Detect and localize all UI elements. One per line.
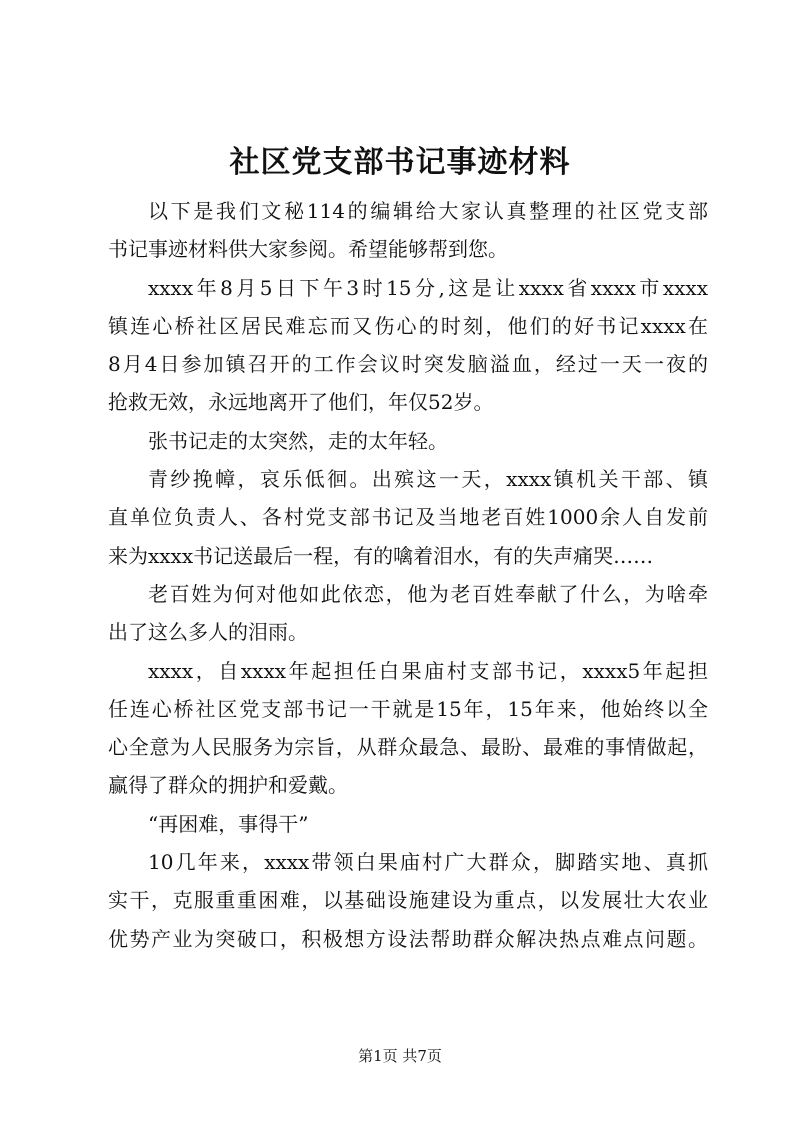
text-line: 抢救无效，永远地离开了他们，年仅52岁。 — [108, 390, 494, 415]
text-line: 心全意为人民服务为宗旨，从群众最急、最盼、最难的事情做起， — [108, 735, 708, 760]
paragraph — [108, 843, 708, 958]
document-title: 社区党支部书记事迹材料 — [229, 145, 571, 180]
page-footer: 第1页 共7页 — [358, 1047, 442, 1065]
text-line: 以下是我们文秘114的编辑给大家认真整理的社区党支部 — [148, 199, 708, 223]
text-line: 张书记走的太突然，走的太年轻。 — [148, 428, 448, 453]
text-line: 出了这么多人的泪雨。 — [108, 620, 308, 645]
text-line: “再困难，事得干” — [148, 811, 309, 836]
text-line: 来为xxxx书记送最后一程，有的噙着泪水，有的失声痛哭…… — [108, 543, 654, 568]
text-line: 老百姓为何对他如此依恋，他为老百姓奉献了什么，为啥牵 — [148, 581, 708, 606]
text-line: 8月4日参加镇召开的工作会议时突发脑溢血，经过一天一夜的 — [108, 352, 708, 377]
paragraph — [108, 192, 708, 269]
text-line: 青纱挽幛，哀乐低徊。出殡这一天，xxxx镇机关干部、镇 — [148, 467, 708, 492]
paragraph — [108, 652, 708, 805]
document-body — [108, 192, 708, 958]
text-line: 赢得了群众的拥护和爱戴。 — [108, 773, 348, 798]
paragraph — [108, 575, 708, 652]
text-line: 书记事迹材料供大家参阅。希望能够帮到您。 — [108, 237, 508, 262]
text-line: 10几年来，xxxx带领白果庙村广大群众，脚踏实地、真抓 — [148, 850, 708, 875]
text-line: xxxx，自xxxx年起担任白果庙村支部书记，xxxx5年起担 — [148, 658, 708, 683]
paragraph — [108, 460, 708, 575]
text-line: 任连心桥社区党支部书记一干就是15年，15年来，他始终以全 — [108, 696, 708, 721]
text-line: 优势产业为突破口，积极想方设法帮助群众解决热点难点问题。 — [108, 926, 708, 951]
text-line: 实干，克服重重困难，以基础设施建设为重点，以发展壮大农业 — [108, 888, 708, 913]
text-line: xxxx年8月5日下午3时15分,这是让xxxx省xxxx市xxxx — [148, 275, 708, 300]
paragraph — [108, 805, 708, 843]
paragraph — [108, 422, 708, 460]
paragraph — [108, 269, 708, 422]
text-line: 直单位负责人、各村党支部书记及当地老百姓1000余人自发前 — [108, 505, 708, 530]
text-line: 镇连心桥社区居民难忘而又伤心的时刻，他们的好书记xxxx在 — [108, 313, 708, 338]
